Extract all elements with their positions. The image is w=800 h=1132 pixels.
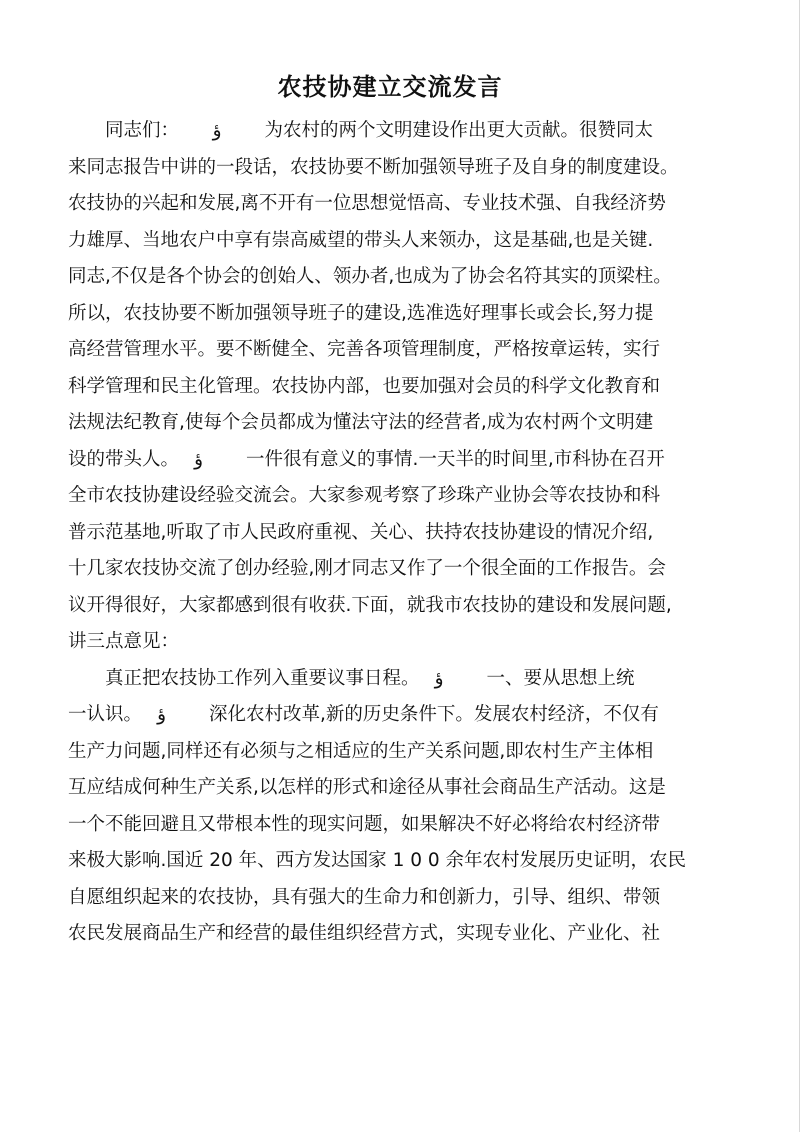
body-line: 高经营管理水平。要不断健全、完善各项管理制度，严格按章运转，实行 (68, 339, 661, 360)
body-line: 同志们： ؤ 为农村的两个文明建设作出更大贡献。很赞同太 (68, 120, 653, 141)
body-line: 自愿组织起来的农技协，具有强大的生命力和创新力，引导、组织、带领 (68, 886, 661, 908)
body-line: 法规法纪教育,使每个会员都成为懂法守法的经营者,成为农村两个文明建 (68, 412, 654, 433)
document-title: 农技协建立交流发言 (277, 73, 503, 101)
document-body (68, 113, 748, 953)
body-line: 农民发展商品生产和经营的最佳组织经营方式，实现专业化、产业化、社 (68, 923, 661, 944)
body-line: 一认识。 ؤ 深化农村改革,新的历史条件下。发展农村经济，不仅有 (68, 704, 659, 725)
body-line: 互应结成何种生产关系,以怎样的形式和途径从事社会商品生产活动。这是 (68, 777, 666, 798)
body-line: 设的带头人。 ؤ 一件很有意义的事情.一天半的时间里,市科协在召开 (68, 448, 665, 470)
body-line: 议开得很好，大家都感到很有收获.下面，就我市农技协的建设和发展问题, (68, 594, 672, 616)
body-line: 所以，农技协要不断加强领导班子的建设,选准选好理事长或会长,努力提 (68, 302, 654, 324)
body-line: 来极大影响.国近 20 年、西方发达国家 1 0 0 余年农村发展历史证明，农民 (68, 850, 687, 871)
body-line: 力雄厚、当地农户中享有崇高威望的带头人来领办，这是基础,也是关键. (68, 229, 654, 251)
body-line: 农技协的兴起和发展,离不开有一位思想觉悟高、专业技术强、自我经济势 (68, 193, 666, 214)
body-line: 普示范基地,听取了市人民政府重视、关心、扶持农技协建设的情况介绍, (68, 521, 654, 543)
body-line: 生产力问题,同样还有必须与之相适应的生产关系问题,即农村生产主体相 (68, 740, 654, 762)
body-line: 真正把农技协工作列入重要议事日程。 ؤ 一、要从思想上统 (68, 667, 635, 689)
body-line: 科学管理和民主化管理。农技协内部，也要加强对会员的科学文化教育和 (68, 375, 661, 397)
body-line: 讲三点意见： (68, 631, 180, 652)
body-line: 一个不能回避且又带根本性的现实问题，如果解决不好必将给农村经济带 (68, 813, 661, 835)
body-line: 同志,不仅是各个协会的创始人、领办者,也成为了协会名符其实的顶梁柱。 (68, 266, 672, 287)
body-line: 十几家农技协交流了创办经验,刚才同志又作了一个很全面的工作报告。会 (68, 558, 666, 579)
body-line: 全市农技协建设经验交流会。大家参观考察了珍珠产业协会等农技协和科 (68, 485, 661, 506)
body-line: 来同志报告中讲的一段话，农技协要不断加强领导班子及自身的制度建设。 (68, 156, 679, 178)
